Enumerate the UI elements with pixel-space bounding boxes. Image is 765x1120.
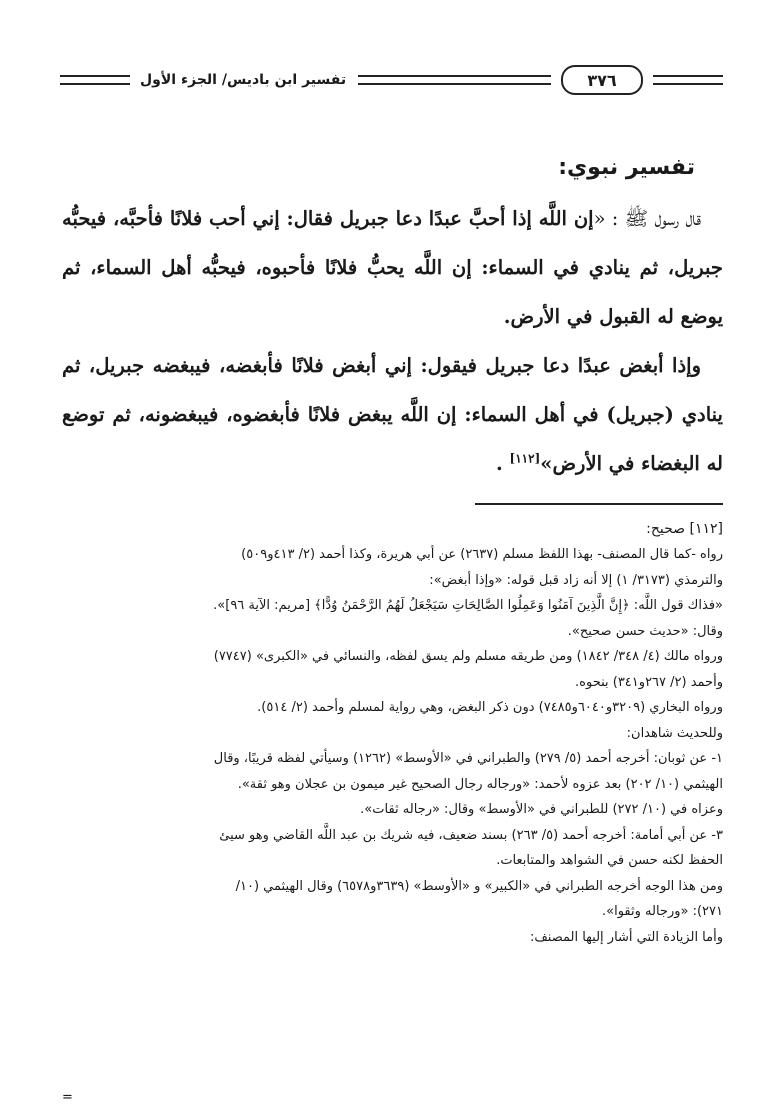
footnote-line: ورواه البخاري (٣٢٠٩و٦٠٤٠و٧٤٨٥) دون ذكر البغض، وهي رواية لمسلم وأحمد (٢/ ٥١٤). — [257, 700, 723, 715]
running-title: تفسير ابن باديس/ الجزء الأول — [140, 72, 347, 88]
hadith-text-1: إن اللَّه إذا أحبَّ عبدًا دعا جبريل فقال: إني أحب فلانًا فأحبَّه، فيحبُّه جبريل، ثم ينادي في السماء: إن اللَّه يحبُّ فلانًا فأحبوه، فيحبُّه أهل السماء، ثم يوضع له القبول في الأرض. — [62, 207, 723, 328]
header-rule-middle — [358, 75, 551, 85]
footnote-line: ٣- عن أبي أمامة: أخرجه أحمد (٥/ ٢٦٣) بسند ضعيف، فيه شريك بن عبد اللَّه القاضي وهو سيئ — [219, 827, 723, 843]
section-heading: تفسير نبوي: — [558, 155, 695, 180]
footnotes — [40, 521, 723, 950]
main-text — [62, 155, 723, 488]
continuation-mark: = — [62, 1090, 73, 1105]
hadith-text-2: وإذا أبغض عبدًا دعا جبريل فيقول: إني أبغض فلانًا فأبغضه، فيبغضه جبريل، ثم ينادي (جبريل) في أهل السماء: إن اللَّه يبغض فلانًا فأبغضوه، فيبغضونه، ثم توضع له البغضاء في الأرض — [62, 354, 723, 475]
hadith-paragraph-2 — [62, 341, 723, 488]
footnote-line: وعزاه في (١٠/ ٢٧٢) للطبراني في «الأوسط» وقال: «رجاله ثقات». — [360, 802, 723, 817]
footnote-line: وأحمد (٢/ ٢٦٧و٣٤١) بنحوه. — [575, 674, 723, 690]
page-header — [60, 60, 723, 100]
footnote-reference[interactable]: [١١٢] — [509, 451, 541, 466]
header-rule-left — [60, 75, 130, 85]
footnote-line: ٢٧١): «ورجاله وثقوا». — [602, 904, 723, 919]
footnote-line: ورواه مالك (٤/ ٣٤٨/ ١٨٤٢) ومن طريقه مسلم ولم يسق لفظه، والنسائي في «الكبرى» (٧٧٤٧) — [213, 649, 723, 664]
header-rule-right — [653, 75, 723, 85]
footnote-line: ومن هذا الوجه أخرجه الطبراني في «الكبير» و «الأوسط» (٣٦٣٩و٦٥٧٨) وقال الهيثمي (١٠/ — [235, 878, 723, 894]
footnote-line: وقال: «حديث حسن صحيح». — [567, 623, 723, 639]
hadith-paragraph-1 — [62, 194, 723, 341]
footnote-line: رواه -كما قال المصنف- بهذا اللفظ مسلم (٢٦٣٧) عن أبي هريرة، وكذا أحمد (٢/ ٤١٣و٥٠٩) — [241, 547, 723, 562]
hadith-end: . — [495, 452, 510, 475]
footnote-line: وللحديث شاهدان: — [626, 725, 723, 741]
page-number-badge — [561, 65, 643, 95]
footnote-title: [١١٢] صحيح: — [646, 521, 723, 537]
footnote-divider — [475, 503, 723, 505]
footnote-line: الهيثمي (١٠/ ٢٠٢) بعد عزوه لأحمد: «ورجاله رجال الصحيح غير ميمون بن عجلان وهو ثقة». — [237, 776, 723, 792]
hadith-intro: قال رسول ﷺ : « — [593, 207, 701, 230]
footnote-line: «فذاك قول اللَّه: ﴿إِنَّ الَّذِينَ آمَنُوا وَعَمِلُوا الصَّالِحَاتِ سَيَجْعَلُ لَهُمُ الرَّحْمَنُ وُدًّا﴾ [مريم: الآية ٩٦]». — [213, 598, 723, 613]
footnote-line: الحفظ لكنه حسن في الشواهد والمتابعات. — [496, 853, 723, 868]
page-number: ٣٧٦ — [587, 70, 617, 90]
footnote-line: والترمذي (٣١٧٣/ ١) إلا أنه زاد قبل قوله: «وإذا أبغض»: — [429, 572, 723, 588]
footnote-line: وأما الزيادة التي أشار إليها المصنف: — [529, 929, 723, 945]
footnote-line: ١- عن ثوبان: أخرجه أحمد (٥/ ٢٧٩) والطبراني في «الأوسط» (١٢٦٢) وسيأتي لفظه قريبًا، وقال — [213, 751, 723, 766]
hadith-close-quote: » — [540, 452, 553, 475]
